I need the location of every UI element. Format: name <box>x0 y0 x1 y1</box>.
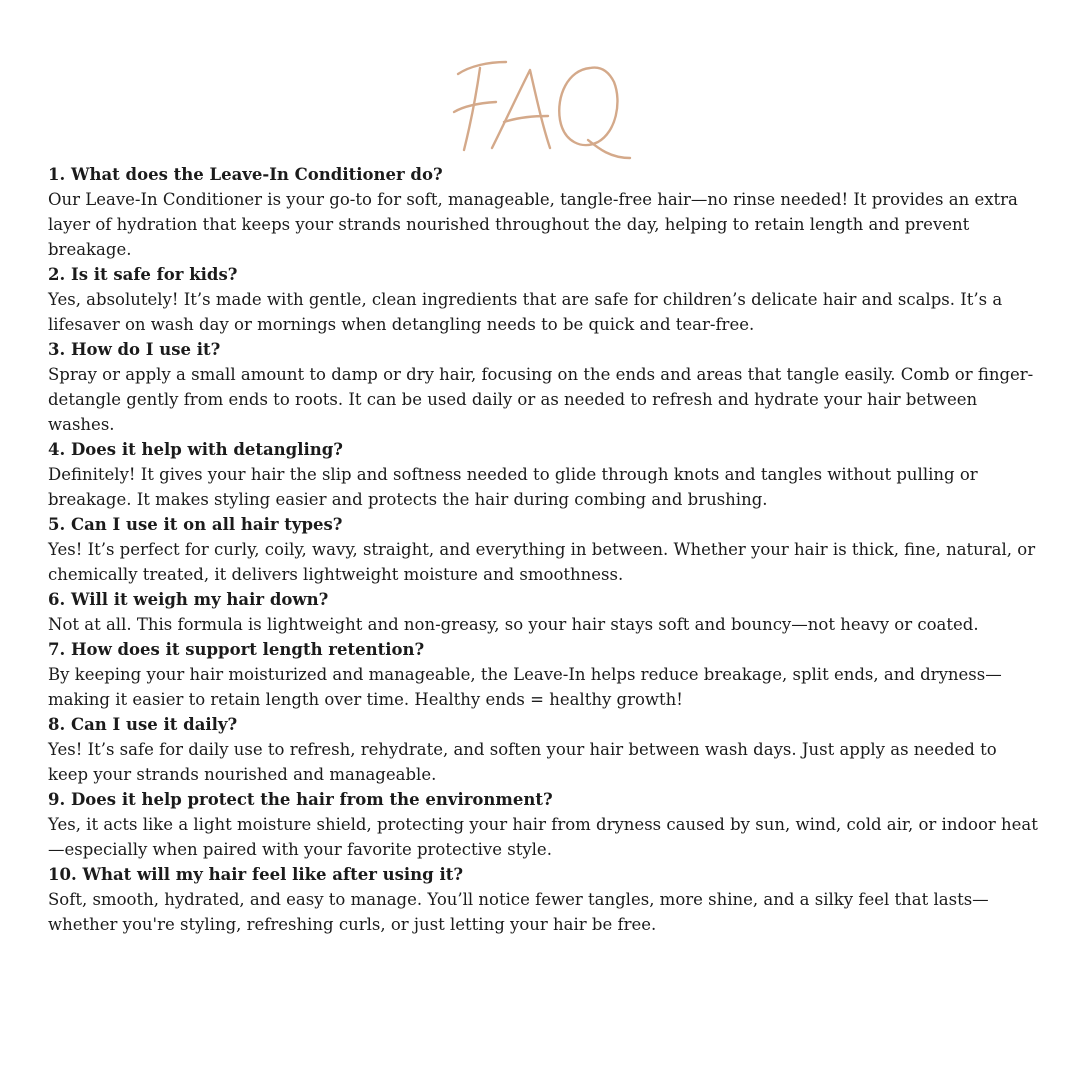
faq-question: 9. Does it help protect the hair from the environment? <box>48 790 553 809</box>
faq-item-5 <box>48 512 1038 587</box>
faq-question: 10. What will my hair feel like after using it? <box>48 865 464 884</box>
faq-answer: Definitely! It gives your hair the slip and softness needed to glide through knots and tangles without pulling or breakage. It makes styling easier and protects the hair during combing and brushing. <box>48 465 978 509</box>
faq-item-4 <box>48 437 1038 512</box>
faq-question: 3. How do I use it? <box>48 340 221 359</box>
faq-answer: Soft, smooth, hydrated, and easy to manage. You’ll notice fewer tangles, more shine, and a silky feel that lasts—whether you're styling, refreshing curls, or just letting your hair be free. <box>48 890 989 934</box>
faq-answer: Yes, absolutely! It’s made with gentle, clean ingredients that are safe for children’s delicate hair and scalps. It’s a lifesaver on wash day or mornings when detangling needs to be quick and tear-free. <box>48 290 1003 334</box>
faq-question: 6. Will it weigh my hair down? <box>48 590 329 609</box>
faq-question: 1. What does the Leave-In Conditioner do? <box>48 165 443 184</box>
faq-question: 4. Does it help with detangling? <box>48 440 343 459</box>
faq-answer: Our Leave-In Conditioner is your go-to for soft, manageable, tangle-free hair—no rinse needed! It provides an extra layer of hydration that keeps your strands nourished throughout the day, helping to retain length and prevent breakage. <box>48 190 1018 259</box>
faq-item-9 <box>48 787 1038 862</box>
faq-list <box>48 162 1038 937</box>
faq-answer: Yes! It’s perfect for curly, coily, wavy, straight, and everything in between. Whether your hair is thick, fine, natural, or chemically treated, it delivers lightweight moisture and smoothness. <box>48 540 1036 584</box>
faq-item-7 <box>48 637 1038 712</box>
faq-answer: Spray or apply a small amount to damp or dry hair, focusing on the ends and areas that tangle easily. Comb or finger-detangle gently from ends to roots. It can be used daily or as needed to refresh and hydrate your hair between washes. <box>48 365 1034 434</box>
faq-question: 8. Can I use it daily? <box>48 715 238 734</box>
faq-title <box>0 40 1080 166</box>
faq-title-script <box>440 40 640 166</box>
faq-item-1 <box>48 162 1038 262</box>
faq-item-3 <box>48 337 1038 437</box>
faq-item-8 <box>48 712 1038 787</box>
faq-answer: Not at all. This formula is lightweight and non-greasy, so your hair stays soft and bouncy—not heavy or coated. <box>48 615 979 634</box>
faq-item-10 <box>48 862 1038 937</box>
faq-answer: Yes! It’s safe for daily use to refresh, rehydrate, and soften your hair between wash days. Just apply as needed to keep your strands nourished and manageable. <box>48 740 997 784</box>
faq-question: 2. Is it safe for kids? <box>48 265 238 284</box>
faq-answer: By keeping your hair moisturized and manageable, the Leave-In helps reduce breakage, split ends, and dryness—making it easier to retain length over time. Healthy ends = healthy growth! <box>48 665 1002 709</box>
faq-question: 5. Can I use it on all hair types? <box>48 515 343 534</box>
faq-item-6 <box>48 587 1038 637</box>
faq-question: 7. How does it support length retention? <box>48 640 425 659</box>
faq-item-2 <box>48 262 1038 337</box>
faq-answer: Yes, it acts like a light moisture shield, protecting your hair from dryness caused by sun, wind, cold air, or indoor heat—especially when paired with your favorite protective style. <box>48 815 1038 859</box>
